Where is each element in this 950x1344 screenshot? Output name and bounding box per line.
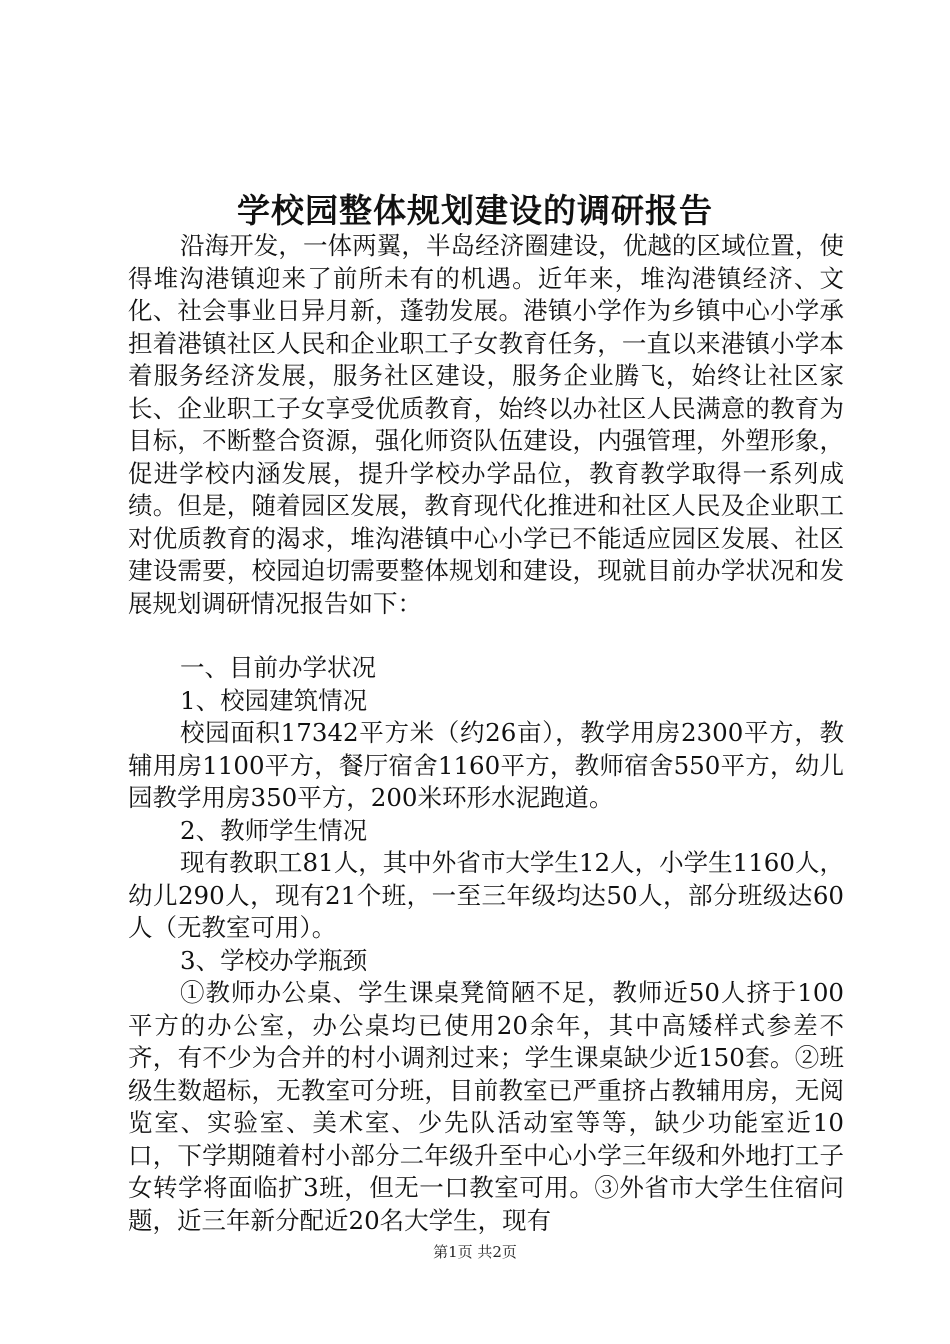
page-footer: 第1页 共2页 [433,1243,517,1261]
document-body [128,230,844,1237]
subheading-campus-buildings: 1、校园建筑情况 [180,685,368,715]
bottlenecks-paragraph: ①教师办公桌、学生课桌凳简陋不足，教师近50人挤于100平方的办公室，办公桌均已使用20余年，其中高矮样式参差不齐，有不少为合并的村小调剂过来；学生课桌缺少近150套。②班级生数超标，无教室可分班，目前教室已严重挤占教辅用房，无阅览室、实验室、美术室、少先队活动室等等，缺少功能室近10口，下学期随着村小部分二年级升至中心小学三年级和外地打工子女转学将面临扩3班，但无一口教室可用。③外省市大学生住宿问题，近三年新分配近20名大学生，现有 [128,978,844,1235]
intro-paragraph: 沿海开发，一体两翼，半岛经济圈建设，优越的区域位置，使得堆沟港镇迎来了前所未有的机遇。近年来，堆沟港镇经济、文化、社会事业日异月新，蓬勃发展。港镇小学作为乡镇中心小学承担着港镇社区人民和企业职工子女教育任务，一直以来港镇小学本着服务经济发展，服务社区建设，服务企业腾飞，始终让社区家长、企业职工子女享受优质教育，始终以办社区人民满意的教育为目标，不断整合资源，强化师资队伍建设，内强管理，外塑形象，促进学校内涵发展，提升学校办学品位，教育教学取得一系列成绩。但是，随着园区发展，教育现代化推进和社区人民及企业职工对优质教育的渴求，堆沟港镇中心小学已不能适应园区发展、社区建设需要，校园迫切需要整体规划和建设，现就目前办学状况和发展规划调研情况报告如下： [128,231,844,618]
campus-buildings-paragraph: 校园面积17342平方米（约26亩），教学用房2300平方，教辅用房1100平方，餐厅宿舍1160平方，教师宿舍550平方，幼儿园教学用房350平方，200米环形水泥跑道。 [128,718,844,812]
subheading-teachers-students: 2、教师学生情况 [180,815,368,845]
paragraph-gap [128,620,844,652]
teachers-students-paragraph: 现有教职工81人，其中外省市大学生12人，小学生1160人，幼儿290人，现有21个班，一至三年级均达50人，部分班级达60人（无教室可用）。 [128,848,844,942]
document-title: 学校园整体规划建设的调研报告 [237,191,713,230]
subheading-bottlenecks: 3、学校办学瓶颈 [180,945,368,975]
section-heading-current-status: 一、目前办学状况 [180,653,376,682]
